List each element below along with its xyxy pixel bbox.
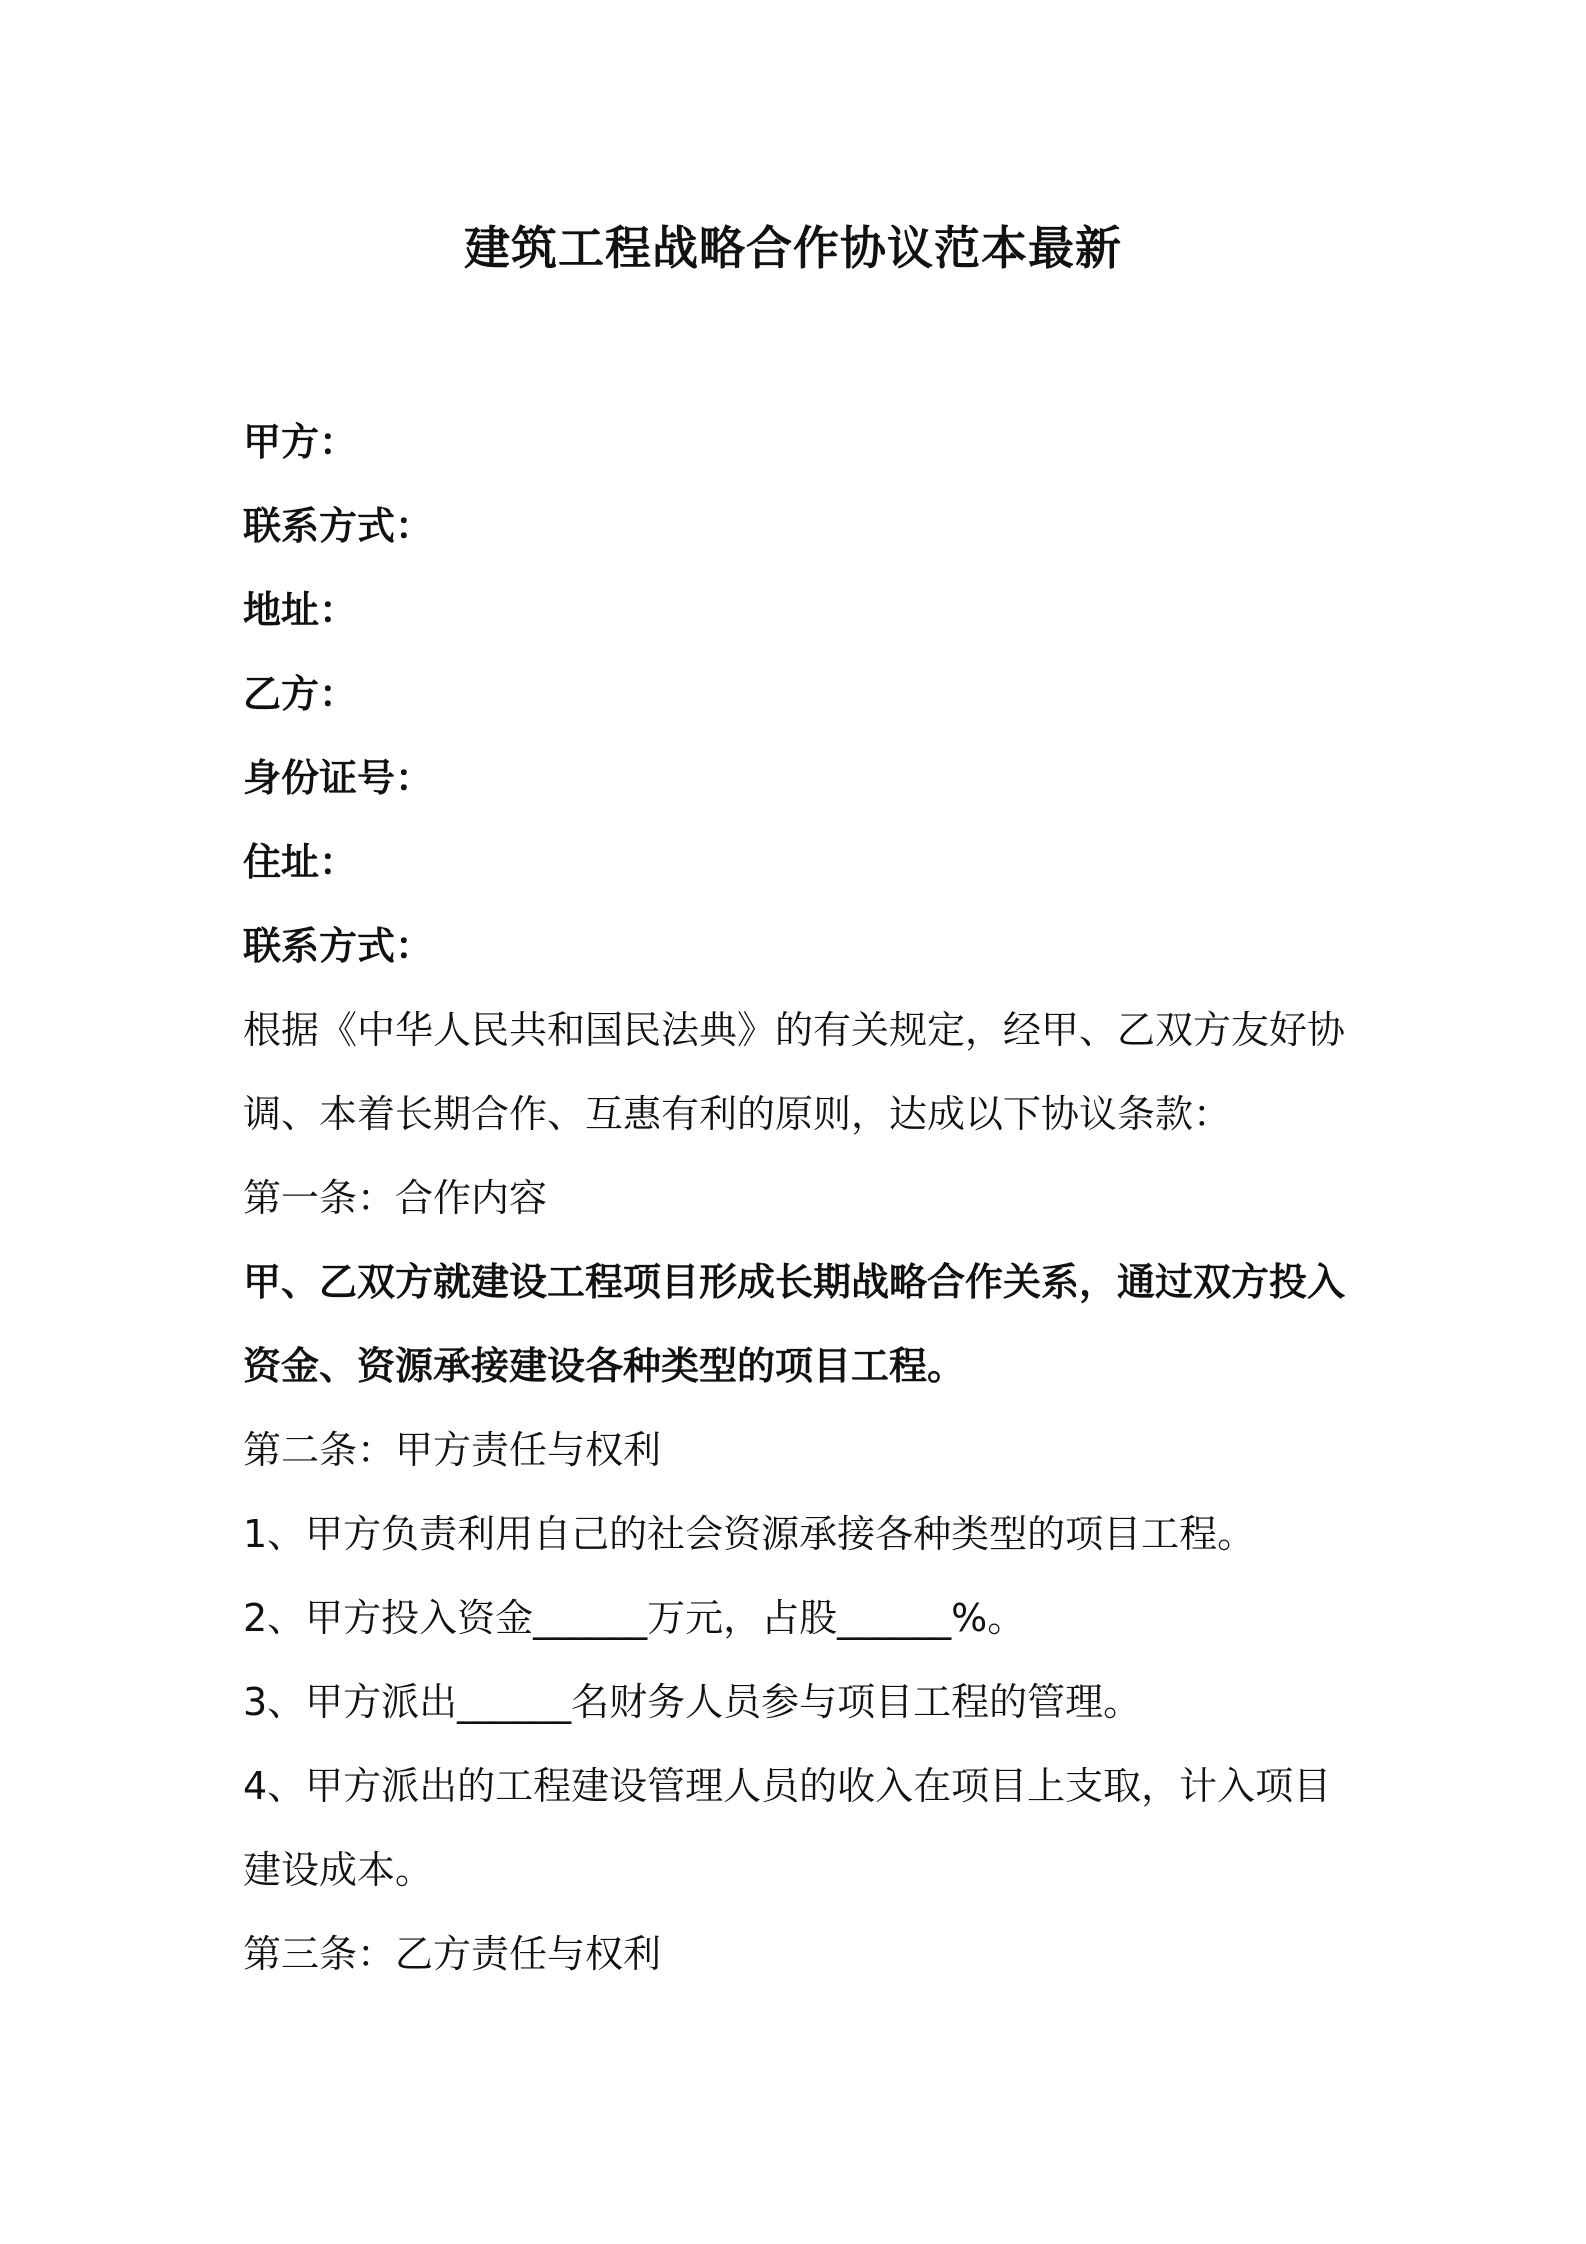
article-2-item-4: 4、甲方派出的工程建设管理人员的收入在项目上支取，计入项目建设成本。 [243,1764,1332,1892]
article-3-heading: 第三条：乙方责任与权利 [243,1932,662,1976]
party-a-contact-label: 联系方式： [243,504,434,548]
party-b-contact-label: 联系方式： [243,924,434,968]
party-b-name-label: 乙方： [243,672,358,716]
party-b-id-label: 身份证号： [243,756,434,800]
document-body [243,400,1365,1996]
document-title: 建筑工程战略合作协议范本最新 [464,221,1122,275]
article-2-heading: 第二条：甲方责任与权利 [243,1428,662,1472]
party-a-address-label: 地址： [243,588,358,632]
party-b-address-label: 住址： [243,840,358,884]
article-2-item-2: 2、甲方投入资金______万元，占股______%。 [243,1596,1026,1640]
preamble-paragraph: 根据《中华人民共和国民法典》的有关规定，经甲、乙双方友好协调、本着长期合作、互惠有利的原则，达成以下协议条款： [243,1008,1346,1136]
article-2-item-1: 1、甲方负责利用自己的社会资源承接各种类型的项目工程。 [243,1512,1256,1556]
article-1-heading: 第一条：合作内容 [243,1176,548,1220]
article-1-text: 甲、乙双方就建设工程项目形成长期战略合作关系，通过双方投入资金、资源承接建设各种类型的项目工程。 [243,1260,1346,1388]
article-2-item-3: 3、甲方派出______名财务人员参与项目工程的管理。 [243,1680,1142,1724]
party-a-name-label: 甲方： [243,420,358,464]
